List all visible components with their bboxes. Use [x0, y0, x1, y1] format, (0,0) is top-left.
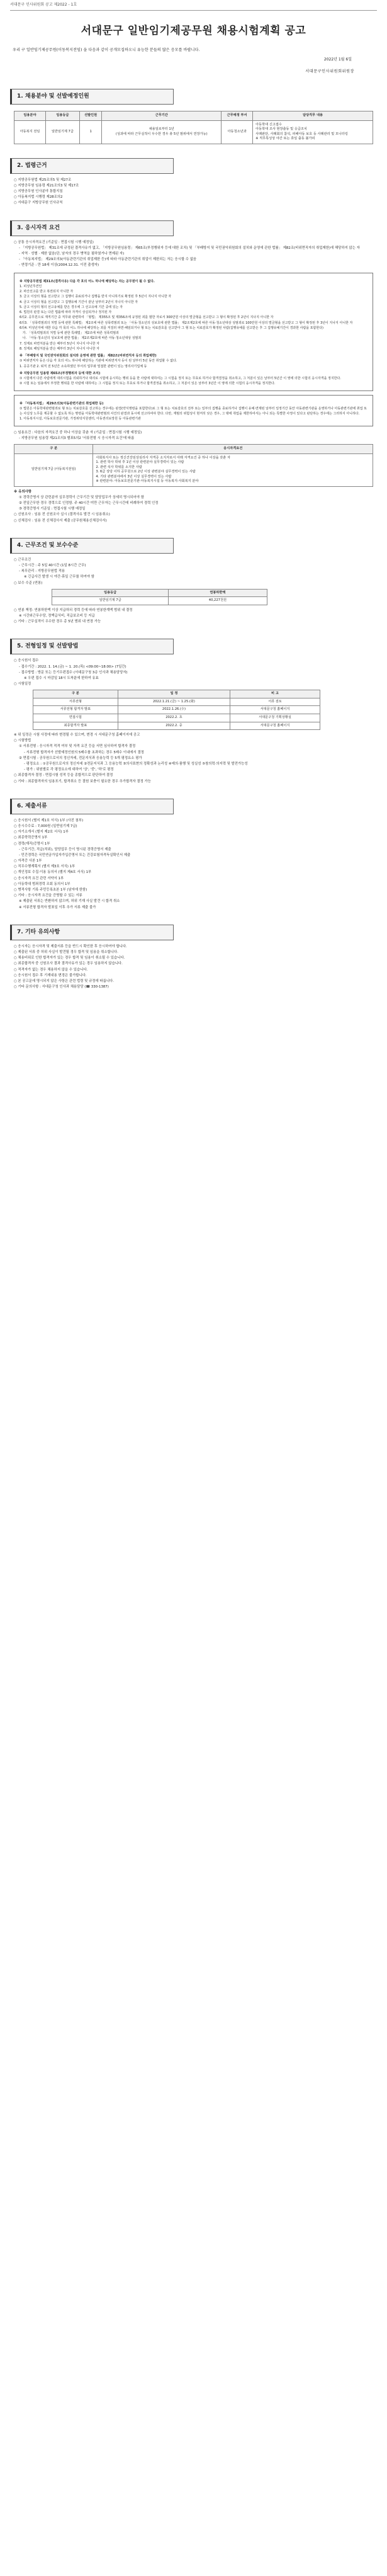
text-line: ○ 임용요건 : 다음의 자격요건 중 하나 이상을 갖춘 자 (기준일 : 면접시험 시행 예정일) — [14, 430, 142, 435]
column-header: 구 분 — [33, 690, 118, 698]
text-line: ○ 응시원서 접수 — [14, 659, 39, 663]
pay-cell: 일반임기제 7급 — [52, 597, 169, 605]
text-line: ※ 위 일정은 시험 사정에 따라 변경될 수 있으며, 변경 시 서대문구청 홈페이지에 공고 — [14, 733, 140, 738]
text-line: ○ 최종합격자 결정 : 면접시험 성적 등을 종합적으로 판단하여 결정 — [14, 773, 113, 778]
period-note: (성과에 따라 근무실적이 우수한 경우 총 5년 범위에서 연장가능) — [115, 132, 208, 136]
column-header: 선발인원 — [79, 111, 102, 120]
text-line: ○ 신체검사 : 임용 전 신체검사서 제출 (공무원채용신체검사서) — [14, 518, 107, 523]
section-title: 4. 근무조건 및 보수수준 — [10, 538, 174, 554]
text-line: ○ 본 공고문에 명시되지 않은 사항은 관련 법령 및 규정에 따릅니다. — [14, 979, 114, 983]
schedule-cell: 2022.2. 초 — [118, 714, 230, 722]
box-line: 2. 파산선고를 받고 복권되지 아니한 자 — [20, 290, 74, 294]
text-line: - 근무기간, 직급(직위), 담당업무 등이 명시된 경력증명서 제출 — [19, 847, 111, 852]
table-row — [33, 698, 320, 706]
count-cell: 1 — [79, 120, 102, 144]
text-line: ○ 신원조사 : 임용 전 신원조사 실시 (결격사유 발견 시 임용취소) — [14, 513, 110, 517]
text-line: ○ 아동학대 범죄경력 조회 동의서 1부 — [14, 882, 70, 886]
text-line: ○ 지방공무원 임용령 제21조의3 및 제17조 — [14, 183, 79, 188]
schedule-cell: 면접시험 — [33, 714, 118, 722]
text-line: ○ 개인정보 수집·이용 동의서 (별지 제4호 서식) 1부 — [14, 870, 92, 875]
text-line: ○ 응시자는 응시자격 및 제출서류 등을 반드시 확인한 후 응시하여야 합니다. — [14, 944, 127, 949]
box-line: 나. 「아동·청소년의 성보호에 관한 법률」 제2조제2호에 따른 아동·청소년대상 성범죄 — [20, 336, 142, 341]
section-title: 5. 전형일정 및 선발방법 — [10, 639, 174, 654]
text-line: - 평가 : 위원별로 각 평정요소에 대하여 '상', '중', '하'로 평정 — [24, 768, 114, 772]
text-line: ③ 경력증명서 기준일 : 면접시험 시행 예정일 — [19, 507, 86, 511]
column-header: 임용등급 — [52, 589, 169, 597]
column-header: 임용분야 — [14, 111, 46, 120]
schedule-cell: 서대문구청 홈페이지 — [230, 722, 320, 730]
recruitment-table — [14, 111, 373, 144]
notice-page — [0, 0, 387, 1015]
table-row — [33, 714, 320, 722]
text-line: ※ 서류전형 합격자 발표일 이후 추가 서류 제출 불가 — [19, 905, 96, 909]
eligibility-item: 3. 6급 상당 이하 공무원으로 2년 이상 관련분야 실무경력이 있는 사람 — [96, 470, 196, 474]
text-line: - 서류전형 합격자가 선발예정인원의 5배수를 초과하는 경우 5배수 이내에서 결정 — [24, 750, 144, 755]
schedule-cell: 서대문구청 기획상황실 — [230, 714, 320, 722]
box-line: 7. 징계로 파면처분을 받은 때부터 5년이 지나지 아니한 자 — [20, 341, 99, 346]
text-line: ② 전일근무한 경우 경력으로 인정함. 주 40시간 미만 근무자는 근무시간에 비례하여 경력 인정 — [19, 501, 159, 506]
text-line: ○ 응시원서 접수 후 기재내용 변경은 불가합니다. — [14, 973, 87, 977]
box-line: 8. 징계로 해임처분을 받은 때부터 3년이 지나지 아니한 자 — [20, 346, 99, 351]
eligibility-cell — [93, 453, 373, 486]
notice-number: 서대문구 인사위원회 공고 제2022 - 1호 — [10, 3, 377, 11]
section-title: 6. 제출서류 — [10, 799, 174, 814]
text-line: ○ 기타 문의사항 : 서대문구청 인사과 채용담당 (☎ 330-1387) — [14, 985, 109, 989]
eligibility-item: 4. 기타 관련분야에서 3년 이상 실무경력이 있는 사람 — [96, 474, 172, 479]
column-header: 임용등급 — [45, 111, 79, 120]
issuer: 서대문구인사위원회위원장 — [305, 69, 354, 74]
box-line: ② 시험 또는 임용에서 부정한 행위를 한 사람에 대하여는 그 시험을 정지 또는 무효로 하거나 합격결정을 취소하고, 그 처분이 있은 날부터 3년간 이 영에 의한 시험의 응시자격을 정지한다. — [20, 382, 276, 386]
text-line: ○ 제출된 서류 중 허위 사실이 발견될 경우 합격 및 임용을 취소합니다. — [14, 950, 118, 955]
box-line: 6의4. 미성년자에 대한 다음 각 목의 어느 하나에 해당하는 죄를 저질러 파면·해임되거나 형 또는 치료감호를 선고받아 그 형 또는 치료감호가 확정된 사람(집행유예를 선고받은 후 그 집행유예기간이 경과한 사람을 포함한다) — [20, 326, 323, 330]
pay-table — [52, 589, 267, 605]
text-line: ○ 응시수수료 : 7,000원 (일반임기제 7급) — [14, 824, 77, 828]
section-4 — [10, 538, 377, 625]
section-title: 2. 법령근거 — [10, 158, 174, 174]
text-line: - 「지방공무원법」 제31조에 규정된 결격사유가 없고, 「지방공무원임용령」 제65조(부정행위자 등에 대한 조치) 및 「부패방지 및 국민권익위원회의 설치와 운영에 관한 법률」 제82조(비위면직자의 취업제한)에 해당하지 않는 자 — [19, 246, 360, 250]
text-line: ※ 제출된 서류는 반환하지 않으며, 허위 기재 사실 발견 시 합격 취소 — [19, 899, 120, 904]
field-cell: 아동복지 전임 — [14, 120, 46, 144]
column-header: 연봉하한액 — [169, 589, 267, 597]
duty-item: 사례판단, 사례회의 참석, 피해아동 보호 등 사례관리 및 모니터링 — [255, 132, 348, 136]
duty-item: ※ 직무특성상 야간 또는 휴일 출동 불가피 — [255, 137, 315, 141]
text-line: - 평정요소 : ①공무원으로서의 정신자세 ②전문지식과 그 응용능력 ③의사표현의 정확성과 논리성 ④예의·품행 및 성실성 ⑤창의력·의지력 및 발전가능성 — [24, 762, 248, 766]
text-line: - 민간경력은 국민연금가입자가입증명서 또는 건강보험자격득실확인서 제출 — [19, 853, 131, 857]
grade-cell: 일반임기제 7급 (아동복지전임) — [14, 453, 93, 486]
duty-item: 아동학대 조사 현장출동 및 응급조치 — [255, 127, 307, 132]
table-row — [14, 120, 373, 144]
text-line: - 접수방법 : 방문 또는 등기우편접수 (서대문구청 3층 인사과 채용담당자) — [19, 670, 128, 675]
table-row — [14, 453, 373, 486]
section-6 — [10, 799, 377, 911]
schedule-cell: 서대문구청 홈페이지 — [230, 706, 320, 714]
text-line: ○ 근무조건 — [14, 557, 31, 562]
text-line: ① 경력증명서 상 관련분야 실무경력이 근무기간 및 담당업무가 상세히 명시되어야 함 — [19, 495, 145, 499]
text-line: ○ 기타 : 최종합격자의 임용포기, 합격취소 등 결원 보충이 필요한 경우 추가합격자 결정 가능 — [14, 779, 151, 784]
text-line: - 연령기준 : 만 18세 이상(2004.12.31. 이전 출생자) — [19, 263, 99, 268]
text-line: - 지방공무원 임용령 제21조의3 별표5의2 '서류전형 시 응시자격 요건'에 따름 — [19, 436, 135, 440]
text-line: ○ 시험일정 — [14, 682, 31, 687]
text-line: - 근무시간 : 주 5일 40시간 (1일 8시간 근무) — [19, 564, 86, 568]
text-line: ○ 지방공무원 인사분야 통합지침 — [14, 190, 63, 194]
box-line: ※ 지방공무원 임용령 제65조(부정행위자 등에 대한 조치) — [20, 371, 101, 375]
box-line: 가. 「성폭력범죄의 처벌 등에 관한 특례법」 제2조에 따른 성폭력범죄 — [20, 331, 119, 336]
column-header: 응시자격요건 — [93, 444, 373, 453]
text-line: ○ 채용비위로 인한 합격자가 있는 경우 합격 및 임용이 취소될 수 있습니다. — [14, 956, 125, 960]
eligibility-item: 사회복지사 또는 정신건강임상심리사 자격증 소지자로서 아래 자격요건 중 하나 이상을 갖춘 자 — [96, 455, 230, 460]
table-row — [33, 706, 320, 714]
box-line: 3. 금고 이상의 형을 선고받고 그 집행이 종료되거나 집행을 받지 아니하기로 확정된 후 5년이 지나지 아니한 자 — [20, 295, 172, 299]
text-line: ○ 시험방법 — [14, 739, 31, 743]
text-line: ※ 긴급사건 발생 시 야간·휴일 근무를 하여야 함 — [24, 575, 94, 579]
column-header: 근무기간 — [102, 111, 222, 120]
section-2 — [10, 158, 377, 207]
eligibility-item: 2. 관련 석사 학위를 소지한 사람 — [96, 465, 142, 469]
text-line: ○ 적격자가 없는 경우 채용하지 않을 수 있습니다. — [14, 967, 88, 972]
text-line: ※ 우편 접수 시 마감일 18시 도착분에 한하여 유효 — [24, 676, 99, 681]
duty-item: 아동학대 신고접수 — [255, 122, 282, 127]
column-header: 일 정 — [118, 690, 230, 698]
schedule-cell: 2022.2. 중 — [118, 722, 230, 730]
box-line: ※ 지방공무원법 제31조(결격사유) 다음 각 호의 어느 하나에 해당하는 자는 공무원이 될 수 없다. — [20, 279, 155, 283]
text-line: ○ 최종학력증명서 1부 — [14, 836, 48, 840]
table-row — [52, 597, 267, 605]
box-line: ① 법원은 아동학대관련범죄로 형 또는 치료감호를 선고하는 경우에는 판결(약식명령을 포함한다)로 그 형 또는 치료감호의 전부 또는 일부의 집행을 종료하거나 집행이 유예·면제된 날부터 일정기간 동안 아동관련기관을 운영하거나 아동관련기관에 취업 또는 사실상 노무를 제공할 수 없도록 하는 명령을 아동학대관련범죄 사건의 판결과 동시에 선고하여야 한다. 다만, 재범의 위험성이 현저히 낮은 경우, 그 밖에 취업을 제한하여서는 아니 되는 특별한 사정이 있다고 판단하는 경우에는 그러하지 아니하다. — [20, 406, 367, 416]
text-line: ○ 최종합격자 중 신원조사 결과 결격사유가 있는 경우 임용하지 않습니다. — [14, 962, 123, 966]
box-line: ① 비위면직자 등은 다음 각 호의 어느 하나에 해당하는 기관에 비위면직자 등이 된 날부터 5년 동안 취업할 수 없다. — [20, 359, 177, 363]
box-line: ※ 「아동복지법」 제29조의3(아동관련기관의 취업제한 등) — [20, 401, 104, 406]
schedule-cell: 최종합격자 발표 — [33, 722, 118, 730]
section-7 — [10, 925, 377, 991]
text-line: - 지역 · 성별 · 제한 없음(단, 남자의 경우 병역을 필하였거나 면제된 자) — [19, 252, 125, 256]
period-text: 채용일로부터 1년 — [149, 127, 174, 132]
schedule-cell: 서류전형 — [33, 698, 118, 706]
box-line: 1. 피성년후견인 — [20, 284, 42, 288]
text-line: ○ 공통 응시자격요건 (기준일 : 면접시험 시행 예정일) — [14, 240, 94, 244]
schedule-cell: 2022.1.26.(수) — [118, 706, 230, 714]
section-title: 7. 기타 유의사항 — [10, 925, 174, 940]
text-line: ○ 지방공무원법 제25조의5 및 제27조 — [14, 178, 72, 182]
text-line: ○ 직무수행계획서 (별지 제3호 서식) 1부 — [14, 865, 76, 869]
schedule-table — [33, 690, 320, 730]
period-cell — [102, 120, 222, 144]
text-line: ○ 자격증 사본 1부 — [14, 859, 42, 863]
page-title: 서대문구 일반임기제공무원 채용시험계획 공고 — [81, 24, 306, 37]
box-line: 6의3. 「성폭력범죄의 처벌 등에 관한 특례법」 제2조에 따른 성폭력범죄 또는 「아동·청소년의 성보호에 관한 법률」 제2조제2호에 따른 아동·청소년대상 성범죄로 100만원 이상의 벌금형을 선고받고 그 형이 확정된 후 3년이 지나지 아니한 자 — [20, 321, 353, 325]
pay-cell: 40,227천원 — [169, 597, 267, 605]
text-line: ○ 응시원서 (별지 제1호 서식) 1부 (사진 첨부) — [14, 818, 84, 823]
text-line: ○ 자기소개서 (별지 제2호 서식) 1부 — [14, 830, 69, 835]
dept-cell: 아동청소년과 — [222, 120, 253, 144]
text-line: ① 서류전형 : 응시자격 적격 여부 및 자격 요건 등을 서면 심사하여 합격자 결정 — [19, 744, 136, 749]
section-title: 1. 채용분야 및 선발예정인원 — [10, 89, 174, 105]
text-line: ○ 보수 수준 (연봉) — [14, 581, 43, 585]
text-line: - 접수기간 : 2022. 1. 14.(금) ~ 1. 20.(목) <09:00~18:00> (7일간) — [19, 664, 126, 669]
schedule-cell: 서류전형 합격자 발표 — [33, 706, 118, 714]
box-line: ※ 「부패방지 및 국민권익위원회의 설치와 운영에 관한 법률」 제82조(비위면직자 등의 취업제한) — [20, 354, 157, 358]
eligibility-item: 1. 관련 학사 학위 후 1년 이상 관련분야 실무경력이 있는 사람 — [96, 460, 184, 465]
section-3 — [10, 220, 377, 524]
box-line: 4. 금고 이상의 형을 선고받고 그 집행유예 기간이 끝난 날부터 2년이 지나지 아니한 자 — [20, 300, 138, 304]
child-welfare-box — [14, 395, 373, 426]
eligibility-item: ※ 관련분야: 아동보호전문기관·아동복지시설 등 아동복지·사회복지 분야 — [96, 479, 199, 484]
text-line: - 「아동복지법」 제29조의3(아동관련기관의 취업제한 등)에 따라 아동관련기관의 취업이 제한되는 자는 응시할 수 없음 — [19, 258, 197, 262]
text-line: ○ 아동복지법 시행령 제28조의2 — [14, 195, 63, 200]
section-1 — [10, 89, 377, 144]
table-row — [33, 722, 320, 730]
box-line: 1. 아동복지시설, 아동보호전문기관, 가정위탁지원센터, 아동권리보장원 등 아동관련기관 — [20, 417, 141, 421]
box-line: ① 시험에서 다른 사람에게 대리시험을 의뢰하거나 대리로 시험에 응시하는 행위 등을 한 사람에 대하여는 그 시험을 정지 또는 무효로 하거나 합격결정을 취소하고, 그 처분이 있은 날부터 5년간 이 영에 의한 시험의 응시자격을 정지한다. — [20, 377, 341, 381]
text-line: ○ 기타 : 응시자격 요건을 증명할 수 있는 서류 — [14, 894, 82, 898]
disqualification-box — [14, 273, 373, 391]
text-line: ○ 연봉 책정: 연봉하한액 이상 지급하되 경력 등에 따라 연봉한계액 범위 내 결정 — [14, 608, 133, 612]
schedule-cell: 2022.1.21.(금) ~ 1.25.(화) — [118, 698, 230, 706]
text-line: ○ 서대문구 지방공무원 인사규칙 — [14, 201, 63, 205]
intro-text: 우리 구 일반임기제공무원(이동복지전임) 을 다음과 같이 공개모집하오니 유능한 분들의 많은 응모를 바랍니다. — [13, 48, 200, 53]
box-line: 6의2. 공무원으로 재직기간 중 직무와 관련하여 「형법」 제355조 및 제356조에 규정된 죄를 범한 자로서 300만원 이상의 벌금형을 선고받고 그 형이 확정된 후 2년이 지나지 아니한 자 — [20, 316, 274, 320]
text-line: ※ 유의사항 — [14, 489, 31, 494]
text-line: ○ 기타 : 근무실적이 우수한 경우 총 5년 범위 내 연장 가능 — [14, 620, 101, 624]
text-line: ○ 병적사항 기록 주민등록초본 1부 (남자에 한함) — [14, 888, 87, 892]
column-header: 근무예정 부서 — [222, 111, 253, 120]
column-header: 비 고 — [230, 690, 320, 698]
text-line: ※ 시간외근무수당, 정액급식비, 직급보조비 등 지급 — [19, 614, 95, 618]
column-header: 담당직무 내용 — [253, 111, 373, 120]
eligibility-table — [14, 444, 373, 487]
schedule-cell: 서류 검토 — [230, 698, 320, 706]
duties-cell — [253, 120, 373, 144]
column-header: 구 분 — [14, 444, 93, 453]
box-line: 6. 법원의 판결 또는 다른 법률에 따라 자격이 상실되거나 정지된 자 — [20, 311, 112, 315]
section-title: 3. 응시자격 요건 — [10, 220, 174, 236]
box-line: 5. 금고 이상의 형의 선고유예를 받은 경우에 그 선고유예 기간 중에 있는 자 — [20, 305, 123, 309]
grade-cell: 일반임기제 7급 — [45, 120, 79, 144]
text-line: ○ 응시자격 요건 관련 서약서 1부 — [14, 876, 64, 881]
box-line: 1. 공공기관 2. 퇴직 전 5년간 소속하였던 부서의 업무와 밀접한 관련이 있는 영리사기업체 등 — [20, 364, 147, 368]
notice-date: 2022년 1월 6일 — [323, 57, 352, 62]
text-line: ② 면접시험 : 공무원으로서의 정신자세, 전문지식과 응용능력 등 5개 평정요소 평가 — [19, 756, 142, 760]
text-line: ○ 경력(재직)증명서 1부 — [14, 841, 50, 846]
section-5 — [10, 639, 377, 784]
text-line: - 복무관리 : 지방공무원법 적용 — [19, 569, 65, 574]
